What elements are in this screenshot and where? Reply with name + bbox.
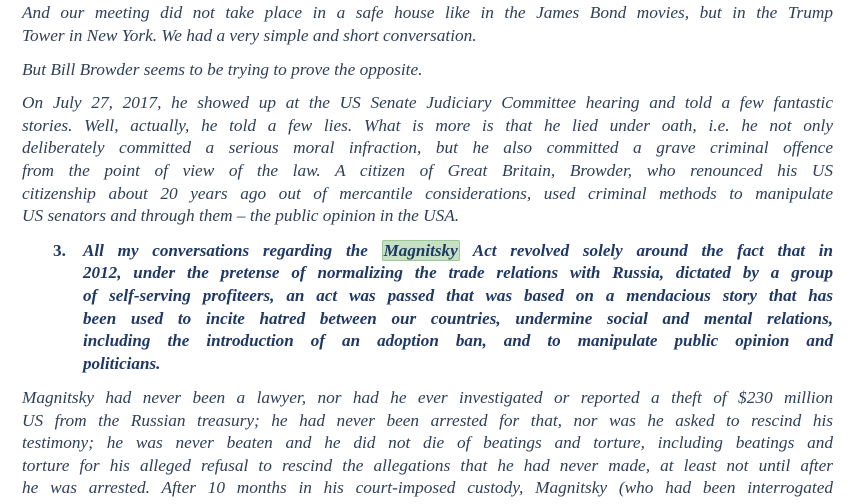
paragraph-1-line-2: Tower in New York. We had a very simple and short conversation.: [22, 26, 477, 45]
paragraph-4-line-3: testimony; he was never beaten and he did not die of beatings and torture, including beatings and: [22, 433, 833, 452]
list-item-3-line-3: of self-serving profiteers, an act was passed that was based on a mendacious story that has: [83, 286, 833, 305]
list-item-3-line-1-after: Act revolved solely around the fact that in: [472, 241, 834, 260]
paragraph-3-line-5: citizenship about 20 years ago out of mercantile considerations, used criminal methods to manipulate: [22, 184, 833, 203]
list-item-3-line-4: been used to incite hatred between our countries, undermine social and mental relations,: [83, 309, 833, 328]
paragraph-3-line-1: On July 27, 2017, he showed up at the US Senate Judiciary Committee hearing and told a few fantastic: [22, 93, 833, 112]
paragraph-2-line-1: But Bill Browder seems to be trying to prove the opposite.: [22, 60, 423, 79]
paragraph-1-line-1: And our meeting did not take place in a safe house like in the James Bond movies, but in the Trump: [22, 3, 833, 22]
paragraph-4-line-5: he was arrested. After 10 months in his court-imposed custody, Magnitsky (who had been interrogated: [22, 478, 833, 497]
paragraph-4-line-1: Magnitsky had never been a lawyer, nor had he ever investigated or reported a theft of $230 million: [22, 388, 833, 407]
list-item-3-line-5: including the introduction of an adoption ban, and to manipulate public opinion and: [83, 331, 833, 350]
list-item-3-line-2: 2012, under the pretense of normalizing the trade relations with Russia, dictated by a group: [83, 263, 833, 282]
highlighted-word-magnitsky: Magnitsky: [383, 241, 458, 260]
list-item-3-line-1: [83, 240, 833, 262]
paragraph-4-line-4: torture for his alleged refusal to rescind the allegations that he had never made, at least not until after: [22, 456, 833, 475]
paragraph-3-line-2: stories. Well, actually, he told a few lies. What is more is that he lied under oath, i.e. he not only: [22, 116, 833, 135]
list-item-3-line-6: politicians.: [83, 354, 161, 373]
list-item-number: 3.: [53, 241, 66, 260]
paragraph-3-line-6: US senators and through them – the public opinion in the USA.: [22, 206, 460, 225]
list-item-3-line-1-before: All my conversations regarding the: [83, 241, 368, 260]
paragraph-4-line-2: US from the Russian treasury; he had never been arrested for that, nor was he asked to rescind his: [22, 411, 833, 430]
paragraph-3-line-4: from the point of view of the law. A citizen of Great Britain, Browder, who renounced his US: [22, 161, 833, 180]
paragraph-3-line-3: deliberately committed a serious moral infraction, but he also committed a grave criminal offence: [22, 138, 833, 157]
